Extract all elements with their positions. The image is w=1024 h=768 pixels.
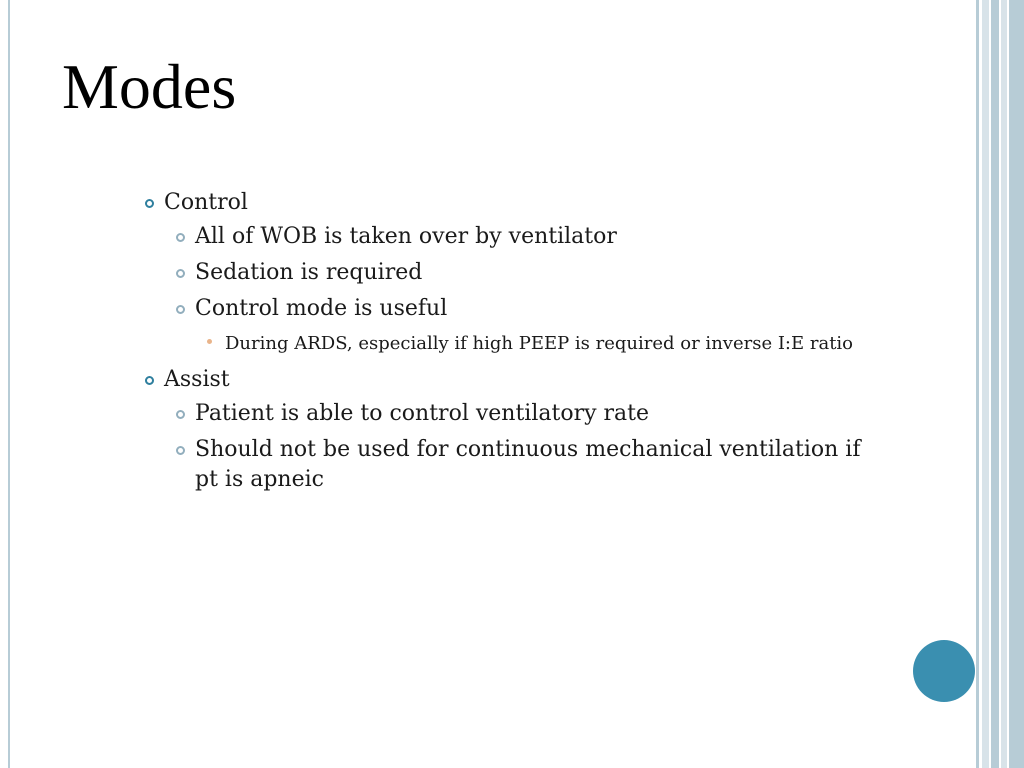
ring-bullet-icon [176,410,185,419]
bullet-item [140,365,880,395]
ring-bullet-icon [176,233,185,242]
bullet-list [140,186,880,501]
circle-decoration-icon [913,640,975,702]
stripe [991,0,999,768]
stripe [1009,0,1024,768]
sub-sub-bullet-text: During ARDS, especially if high PEEP is required or inverse I:E ratio [225,333,854,354]
sub-bullet-text: Sedation is required [195,260,423,285]
sub-bullet-item [140,435,880,495]
bullet-text: Control [164,190,248,215]
ring-bullet-icon [176,446,185,455]
sub-bullet-item [140,258,880,288]
ring-bullet-icon [145,376,154,385]
right-decorative-stripes [976,0,1024,768]
stripe [1001,0,1007,768]
left-border-line [8,0,10,768]
stripe [982,0,989,768]
bullet-text: Assist [164,367,230,392]
sub-bullet-item [140,399,880,429]
ring-bullet-icon [176,269,185,278]
dot-bullet-icon [207,339,212,344]
ring-bullet-icon [145,199,154,208]
sub-bullet-text: All of WOB is taken over by ventilator [195,224,617,249]
slide-title: Modes [62,51,237,122]
bullet-item [140,188,880,218]
sub-bullet-item [140,294,880,324]
sub-sub-bullet-item [140,330,880,357]
sub-bullet-item [140,222,880,252]
sub-bullet-text: Patient is able to control ventilatory rate [195,401,650,426]
stripe [976,0,979,768]
ring-bullet-icon [176,305,185,314]
sub-bullet-text: Should not be used for continuous mechanical ventilation if pt is apneic [195,437,861,492]
sub-bullet-text: Control mode is useful [195,296,448,321]
